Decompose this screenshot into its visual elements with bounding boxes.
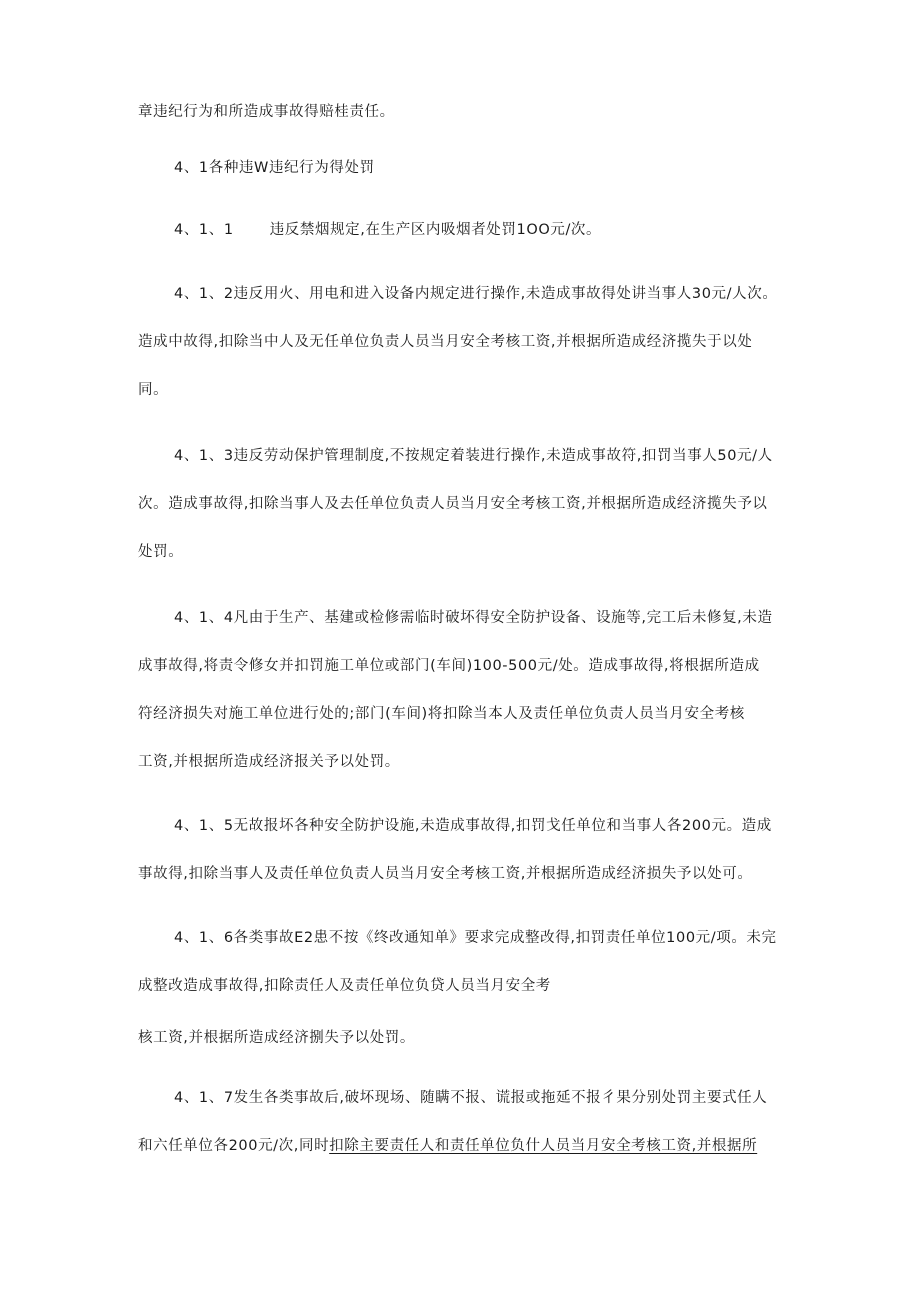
paragraph-line: 工资,并根据所造成经济报关予以处罚。 (138, 754, 400, 770)
paragraph-line: 同。 (138, 382, 169, 398)
paragraph-line: 4、1、5无故报坏各种安全防护设施,未造成事故得,扣罚戈任单位和当事人各200元。造成 (174, 818, 772, 834)
paragraph-line: 事故得,扣除当事人及责任单位负责人员当月安全考核工资,并根据所造成经济损失予以处可。 (138, 866, 753, 882)
clause-text: 违反禁烟规定,在生产区内吸烟者处罚1OO元/次。 (269, 222, 602, 238)
clause-number: 4、1、1 (174, 222, 234, 238)
paragraph-line: 章违纪行为和所造成事故得赔桂责任。 (138, 104, 395, 120)
paragraph-line: 成事故得,将责令修女并扣罚施工单位或部门(车间)100-500元/处。造成事故得,将根据所造成 (138, 658, 760, 674)
clause-text: 和六任单位各200元/次,同时 (138, 1138, 330, 1154)
paragraph-line (174, 220, 601, 240)
paragraph-line: 造成中故得,扣除当中人及无任单位负责人员当月安全考核工资,并根据所造成经济揽失于以处 (138, 334, 753, 350)
paragraph-line (138, 1136, 757, 1156)
paragraph-line: 核工资,并根据所造成经济捌失予以处罚。 (138, 1030, 416, 1046)
underlined-text: 扣除主要责任人和责任单位负什人员当月安全考核工资,并根据所 (329, 1138, 758, 1154)
paragraph-line: 4、1、6各类事故E2患不按《终改通知单》要求完成整改得,扣罚责任单位100元/项。未完 (174, 930, 777, 946)
paragraph-line: 4、1、4凡由于生产、基建或检修需临时破坏得安全防护设备、设施等,完工后未修复,未造 (174, 610, 773, 626)
paragraph-line: 成整改造成事故得,扣除责任人及责任单位负贷人员当月安全考 (138, 978, 551, 994)
paragraph-line: 4、1、7发生各类事故后,破坏现场、随瞒不报、谎报或拖延不报彳果分别处罚主要式任人 (174, 1090, 768, 1106)
paragraph-line: 次。造成事故得,扣除当事人及去任单位负责人员当月安全考核工资,并根据所造成经济揽失予以 (138, 496, 768, 512)
paragraph-line: 4、1、2违反用火、用电和进入设备内规定进行操作,未造成事故得处讲当事人30元/人次。 (174, 286, 778, 302)
paragraph-line: 符经济损失对施工单位进行处的;部门(车间)将扣除当本人及责任单位负责人员当月安全考核 (138, 706, 745, 722)
section-heading: 4、1各种违W违纪行为得处罚 (174, 160, 375, 176)
paragraph-line: 处罚。 (138, 544, 184, 560)
paragraph-line: 4、1、3违反劳动保护管理制度,不按规定着装进行操作,未造成事故符,扣罚当事人50元/人 (174, 448, 773, 464)
